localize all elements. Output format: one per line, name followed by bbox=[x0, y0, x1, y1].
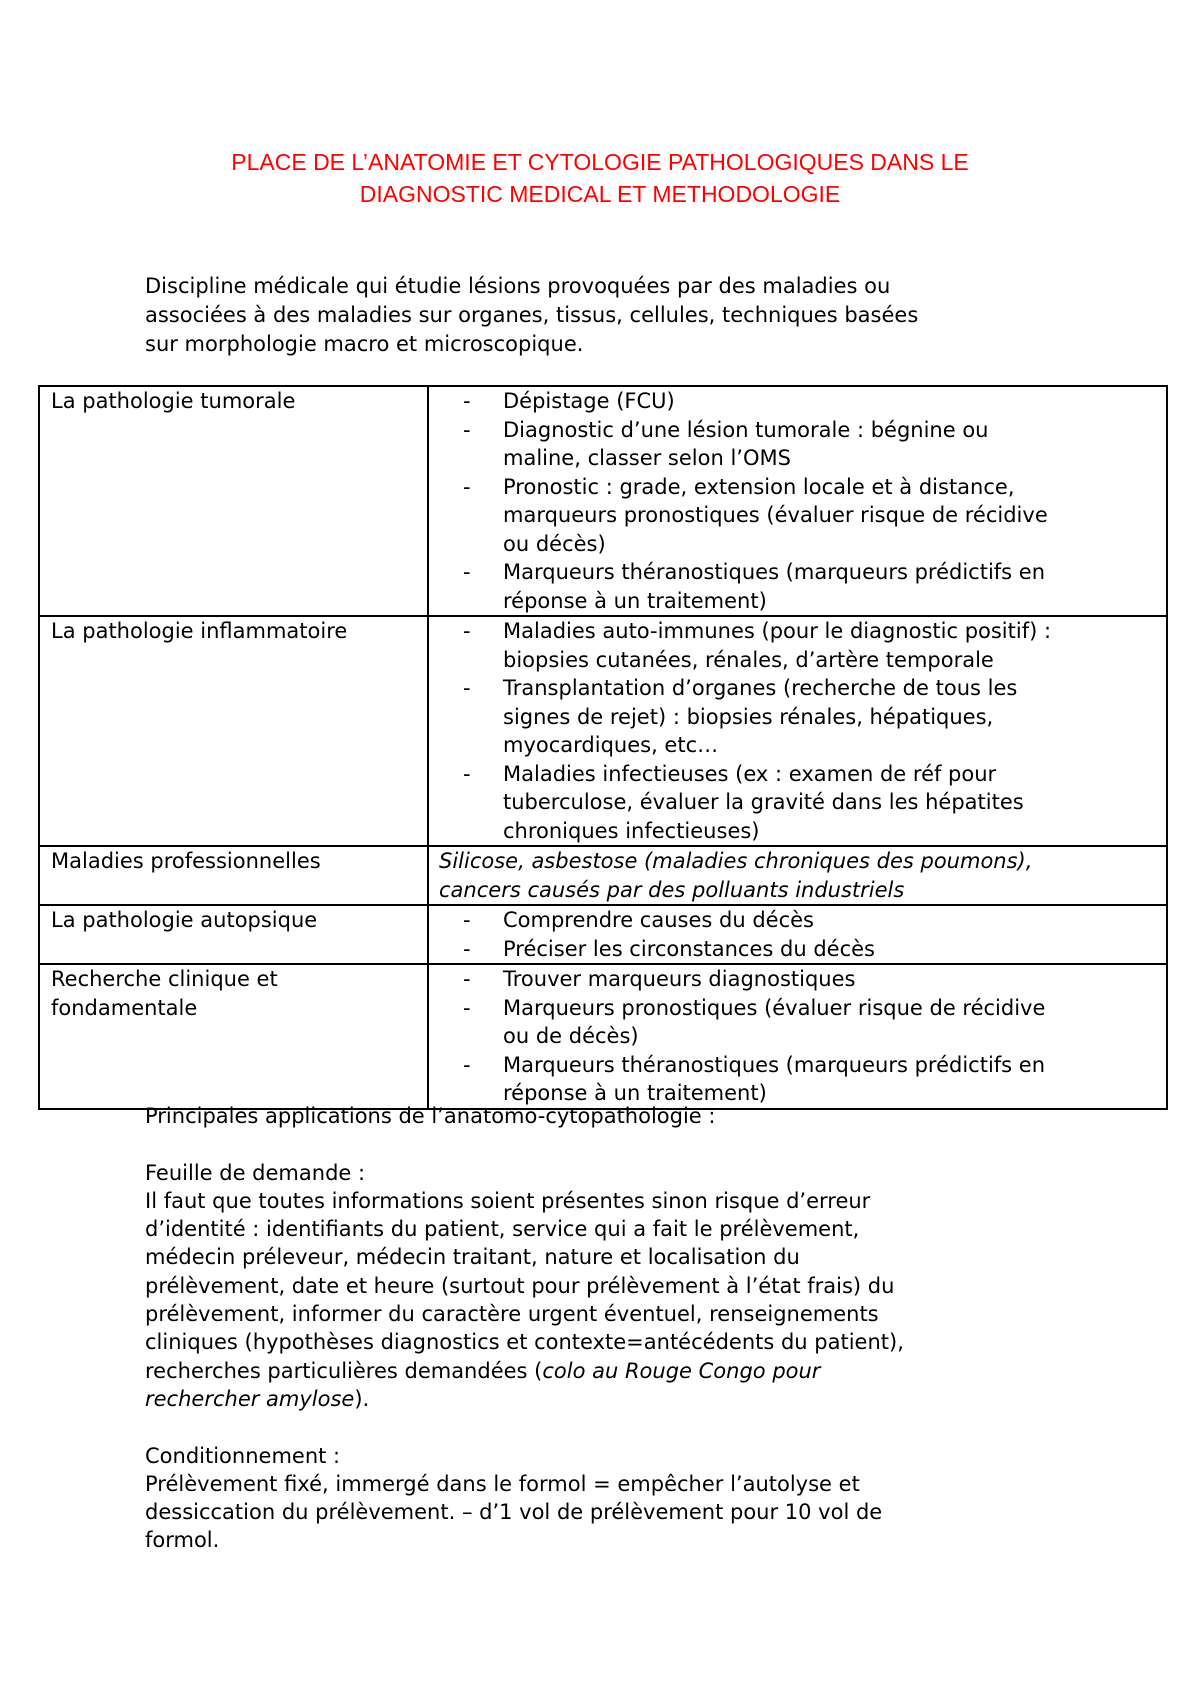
list-item-line: Pronostic : grade, extension locale et à distance, bbox=[503, 474, 1015, 499]
feuille-line: d’identité : identifiants du patient, service qui a fait le prélèvement, bbox=[145, 1217, 860, 1242]
feuille-line: médecin préleveur, médecin traitant, nature et localisation du bbox=[145, 1245, 800, 1270]
row-label bbox=[39, 964, 428, 1109]
table-row bbox=[39, 964, 1167, 1109]
row-label: La pathologie inflammatoire bbox=[39, 616, 428, 846]
list-item-line: signes de rejet) : biopsies rénales, hépatiques, bbox=[503, 704, 994, 729]
conditionnement-line: dessiccation du prélèvement. – d’1 vol de prélèvement pour 10 vol de bbox=[145, 1500, 883, 1525]
list-item-line: Comprendre causes du décès bbox=[503, 908, 814, 932]
list-item-line: ou décès) bbox=[503, 531, 606, 556]
list-item bbox=[463, 416, 1160, 473]
list-item bbox=[463, 473, 1160, 559]
intro-line-1: Discipline médicale qui étudie lésions provoquées par des maladies ou bbox=[145, 274, 891, 298]
dash-bullet: - bbox=[463, 967, 471, 991]
table-row bbox=[39, 386, 1167, 616]
body-text bbox=[145, 1102, 1105, 1555]
dash-bullet: - bbox=[463, 474, 471, 499]
row-content bbox=[428, 616, 1167, 846]
list-item bbox=[463, 935, 1160, 964]
list-item bbox=[463, 994, 1160, 1051]
feuille-line: cliniques (hypothèses diagnostics et contexte=antécédents du patient), bbox=[145, 1330, 904, 1355]
title-line-2: DIAGNOSTIC MEDICAL ET METHODOLOGIE bbox=[359, 181, 841, 207]
list-item-line: Diagnostic d’une lésion tumorale : bégnine ou bbox=[503, 417, 989, 442]
spacer bbox=[145, 1413, 1105, 1441]
spacer bbox=[145, 1130, 1105, 1158]
list-item bbox=[463, 965, 1160, 994]
intro-line-3: sur morphologie macro et microscopique. bbox=[145, 332, 584, 356]
list-item-line: Marqueurs théranostiques (marqueurs prédictifs en bbox=[503, 1052, 1046, 1077]
list-item bbox=[463, 387, 1160, 416]
feuille-line bbox=[145, 1357, 1105, 1385]
row-label-line: Recherche clinique et bbox=[51, 967, 278, 991]
dash-bullet: - bbox=[463, 676, 471, 700]
feuille-line: prélèvement, informer du caractère urgent éventuel, renseignements bbox=[145, 1302, 879, 1327]
dash-bullet: - bbox=[463, 417, 471, 442]
row-label: La pathologie tumorale bbox=[39, 386, 428, 616]
list-item-line: Marqueurs théranostiques (marqueurs prédictifs en bbox=[503, 560, 1046, 584]
feuille-line: Il faut que toutes informations soient présentes sinon risque d’erreur bbox=[145, 1188, 871, 1213]
list-item bbox=[463, 760, 1160, 846]
list-item-line: tuberculose, évaluer la gravité dans les hépatites bbox=[503, 790, 1024, 814]
row-label: La pathologie autopsique bbox=[39, 905, 428, 964]
row-content bbox=[428, 846, 1167, 905]
dash-bullet: - bbox=[463, 389, 471, 413]
feuille-heading: Feuille de demande : bbox=[145, 1160, 366, 1185]
dash-bullet: - bbox=[463, 908, 471, 932]
dash-bullet: - bbox=[463, 761, 471, 786]
feuille-italic: colo au Rouge Congo pour bbox=[542, 1358, 821, 1383]
feuille-text: ). bbox=[354, 1386, 370, 1411]
list-item-line: réponse à un traitement) bbox=[503, 588, 767, 613]
intro-paragraph bbox=[145, 272, 1065, 359]
row-content bbox=[428, 386, 1167, 616]
italic-text-line: cancers causés par des polluants industriels bbox=[439, 877, 905, 902]
row-content bbox=[428, 905, 1167, 964]
row-label: Maladies professionnelles bbox=[39, 846, 428, 905]
feuille-italic: rechercher amylose bbox=[145, 1386, 355, 1411]
list-item bbox=[463, 674, 1160, 760]
list-item bbox=[463, 617, 1160, 674]
pathology-table bbox=[38, 385, 1168, 1110]
italic-text-line: Silicose, asbestose (maladies chroniques des poumons), bbox=[439, 849, 1033, 873]
dash-bullet: - bbox=[463, 560, 471, 584]
conditionnement-line: Prélèvement fixé, immergé dans le formol = empêcher l’autolyse et bbox=[145, 1471, 860, 1496]
table-row bbox=[39, 905, 1167, 964]
applications-heading: Principales applications de l’anatomo-cytopathologie : bbox=[145, 1104, 716, 1128]
dash-bullet: - bbox=[463, 619, 471, 643]
list-item bbox=[463, 906, 1160, 935]
list-item-line: Marqueurs pronostiques (évaluer risque de récidive bbox=[503, 995, 1046, 1020]
conditionnement-line: formol. bbox=[145, 1528, 220, 1553]
feuille-text: recherches particulières demandées ( bbox=[145, 1358, 543, 1383]
feuille-line bbox=[145, 1385, 1105, 1413]
list-item-line: myocardiques, etc… bbox=[503, 733, 719, 757]
table-row bbox=[39, 616, 1167, 846]
title-line-1: PLACE DE L’ANATOMIE ET CYTOLOGIE PATHOLOGIQUES DANS LE bbox=[231, 149, 969, 175]
list-item-line: Préciser les circonstances du décès bbox=[503, 936, 875, 961]
list-item-line: biopsies cutanées, rénales, d’artère temporale bbox=[503, 647, 994, 672]
row-content bbox=[428, 964, 1167, 1109]
table-row bbox=[39, 846, 1167, 905]
list-item-line: chroniques infectieuses) bbox=[503, 818, 760, 843]
list-item-line: Maladies auto-immunes (pour le diagnostic positif) : bbox=[503, 619, 1052, 643]
list-item-line: marqueurs pronostiques (évaluer risque de récidive bbox=[503, 503, 1048, 527]
list-item-line: Trouver marqueurs diagnostiques bbox=[503, 967, 856, 991]
document-title bbox=[100, 146, 1100, 210]
feuille-line: prélèvement, date et heure (surtout pour prélèvement à l’état frais) du bbox=[145, 1273, 895, 1298]
dash-bullet: - bbox=[463, 1052, 471, 1077]
list-item bbox=[463, 558, 1160, 615]
dash-bullet: - bbox=[463, 995, 471, 1020]
list-item-line: Dépistage (FCU) bbox=[503, 389, 675, 413]
list-item bbox=[463, 1051, 1160, 1108]
intro-line-2: associées à des maladies sur organes, tissus, cellules, techniques basées bbox=[145, 303, 919, 327]
dash-bullet: - bbox=[463, 936, 471, 961]
list-item-line: réponse à un traitement) bbox=[503, 1081, 767, 1105]
list-item-line: ou de décès) bbox=[503, 1024, 639, 1048]
row-label-line: fondamentale bbox=[51, 995, 198, 1020]
conditionnement-heading: Conditionnement : bbox=[145, 1443, 341, 1468]
list-item-line: maline, classer selon l’OMS bbox=[503, 446, 791, 470]
list-item-line: Maladies infectieuses (ex : examen de réf pour bbox=[503, 761, 997, 786]
list-item-line: Transplantation d’organes (recherche de tous les bbox=[503, 676, 1018, 700]
